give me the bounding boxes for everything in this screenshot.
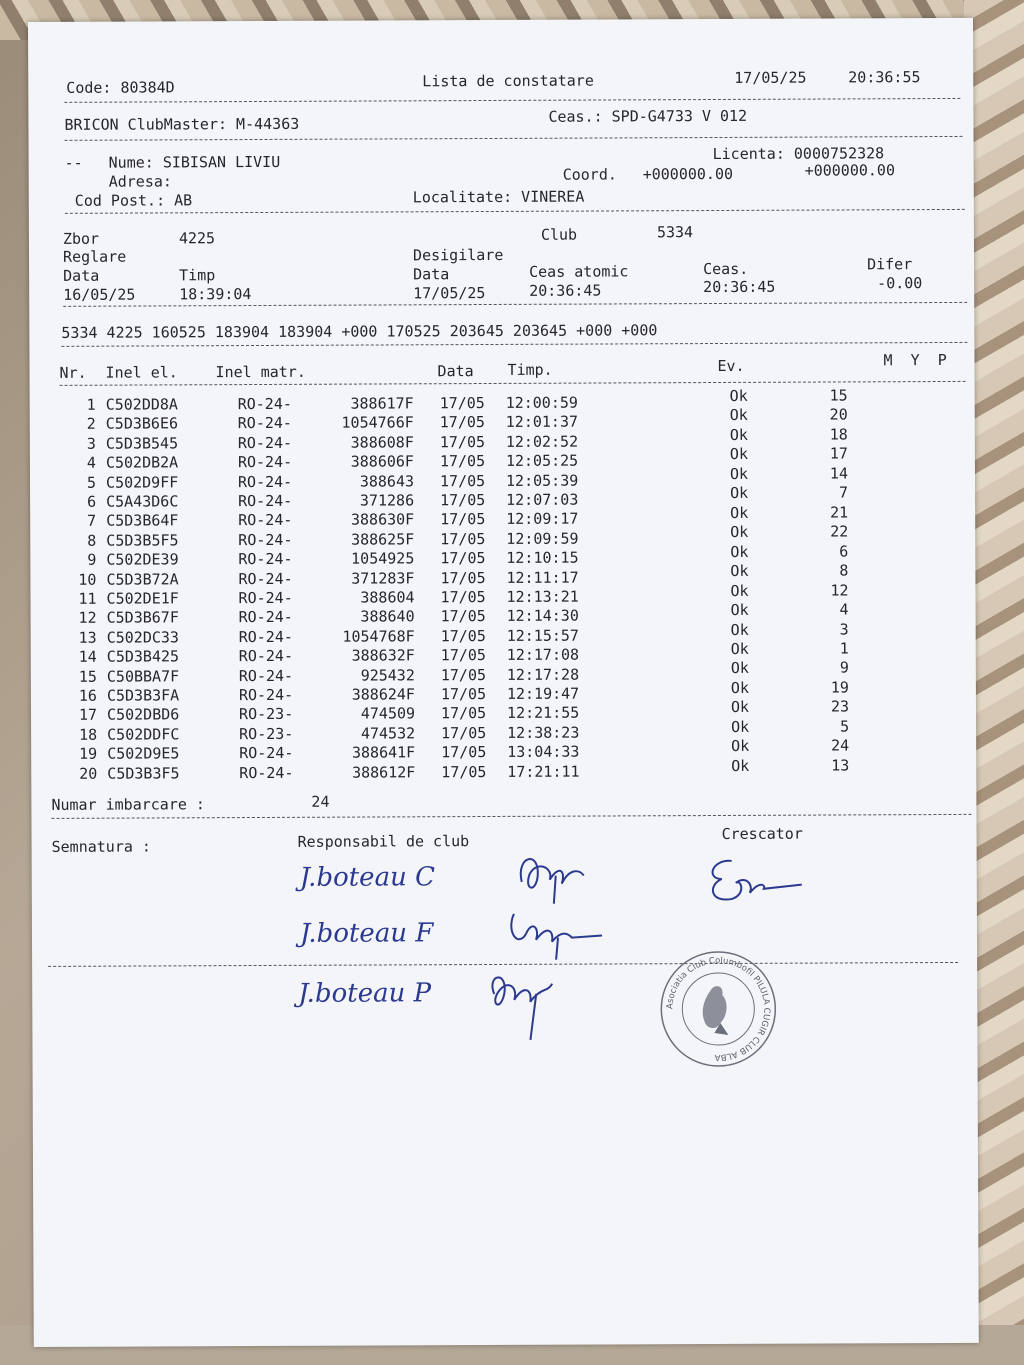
row-nr: 3 [86, 434, 96, 453]
row-nr: 18 [79, 725, 98, 744]
row-data: 17/05 [440, 568, 486, 587]
row-data: 17/05 [439, 394, 485, 413]
row-timp: 12:07:03 [506, 490, 579, 509]
signature-label: Semnatura : [51, 837, 151, 856]
row-rank: 19 [830, 678, 849, 697]
row-ev: Ok [730, 542, 749, 561]
col-header-data: Data [437, 362, 474, 381]
row-inel-prefix: RO-24- [238, 685, 294, 705]
row-inel-prefix: RO-24- [239, 744, 294, 763]
row-rank: 7 [838, 483, 849, 502]
row-inel-matr: 1054925 [351, 549, 415, 568]
row-ev: Ok [730, 562, 749, 581]
row-data: 17/05 [439, 432, 486, 452]
row-inel-matr: 371283F [351, 568, 415, 588]
col-header-inel-el: Inel el. [105, 363, 178, 382]
row-timp: 12:11:17 [506, 568, 579, 587]
row-timp: 12:15:57 [506, 626, 579, 645]
row-ev: Ok [729, 406, 748, 425]
row-inel-el: C5D3B3F5 [107, 763, 180, 783]
owner-license: Licenta: 0000752328 [712, 144, 885, 164]
locality: Localitate: VINEREA [412, 187, 585, 207]
row-nr: 14 [78, 647, 97, 666]
row-inel-el: C5D3B72A [106, 569, 179, 589]
row-inel-prefix: RO-23- [239, 724, 294, 743]
report-date: 17/05/25 [734, 68, 807, 87]
col-header-timp: Timp. [507, 360, 553, 379]
row-data: 17/05 [441, 743, 487, 762]
row-rank: 4 [839, 600, 849, 619]
row-inel-el: C502DBD6 [106, 705, 180, 725]
row-rank: 6 [839, 542, 849, 561]
breeder-signature [702, 849, 812, 909]
col-header-nr: Nr. [59, 363, 87, 382]
row-data: 17/05 [440, 529, 486, 549]
row-data: 17/05 [440, 626, 486, 646]
row-inel-prefix: RO-24- [238, 666, 294, 685]
owner-prefix: -- [64, 153, 83, 172]
row-inel-matr: 388641F [351, 743, 416, 762]
row-ev: Ok [731, 717, 750, 736]
coord-value-2: +000000.00 [804, 161, 896, 180]
row-timp: 12:38:23 [507, 723, 580, 742]
row-ev: Ok [730, 678, 750, 697]
row-data: 17/05 [439, 413, 485, 432]
row-timp: 12:21:55 [506, 703, 580, 723]
row-ev: Ok [729, 445, 748, 464]
desigilare-data-label: Data [413, 265, 450, 284]
desigilare-date: 17/05/25 [413, 284, 486, 303]
row-inel-prefix: RO-24- [238, 588, 293, 608]
row-ev: Ok [731, 737, 750, 756]
row-data: 17/05 [440, 588, 486, 607]
difer-label: Difer [867, 255, 913, 274]
row-timp: 12:05:25 [505, 451, 579, 471]
reglare-data-label: Data [63, 266, 100, 285]
row-inel-prefix: RO-24- [238, 608, 293, 627]
row-inel-el: C5A43D6C [106, 492, 179, 511]
row-inel-el: C502DE1F [106, 589, 179, 608]
row-inel-prefix: RO-24- [237, 433, 293, 452]
breeder-label: Crescator [721, 824, 803, 843]
reglare-timp-label: Timp [179, 266, 216, 285]
club-label: Club [540, 225, 578, 244]
row-data: 17/05 [440, 491, 486, 510]
owner-name: Nume: SIBISAN LIVIU [108, 152, 281, 172]
col-header-myp: M Y P [883, 350, 947, 370]
row-timp: 12:17:08 [506, 645, 580, 665]
handwritten-signature-1: J.boteau C [299, 862, 436, 893]
row-inel-el: C502DB2A [105, 453, 179, 472]
row-inel-el: C50BBA7F [106, 666, 180, 686]
row-nr: 20 [79, 764, 98, 783]
row-ev: Ok [730, 523, 749, 542]
divider [64, 98, 960, 103]
row-timp: 12:19:47 [506, 684, 580, 703]
row-rank: 21 [830, 503, 849, 522]
row-timp: 12:05:39 [505, 471, 579, 490]
row-inel-matr: 474509 [360, 704, 416, 723]
desigilare-label: Desigilare [412, 245, 504, 265]
reglare-time: 18:39:04 [179, 285, 252, 304]
row-inel-el: C502D9FF [105, 472, 179, 492]
report-time: 20:36:55 [848, 68, 921, 87]
row-inel-el: C5D3B425 [106, 647, 180, 666]
row-inel-matr: 1054768F [342, 627, 415, 646]
scribble-signature-2 [502, 903, 612, 963]
row-nr: 16 [78, 686, 97, 705]
printed-report-sheet [28, 18, 979, 1347]
row-inel-matr: 388617F [350, 394, 414, 413]
row-data: 17/05 [439, 452, 486, 471]
row-data: 17/05 [440, 607, 486, 626]
row-nr: 17 [78, 706, 98, 725]
divider [60, 381, 966, 386]
row-rank: 5 [840, 717, 850, 736]
desigilare-atomic-time: 20:36:45 [529, 281, 602, 300]
row-timp: 17:21:11 [507, 762, 580, 781]
divider [61, 342, 967, 347]
row-ev: Ok [729, 464, 749, 483]
row-nr: 7 [87, 512, 97, 531]
divider [51, 814, 971, 819]
row-data: 17/05 [440, 685, 487, 704]
svg-text:Asociatia Club Columbofil PILU: Asociatia Club Columbofil PILULA CUGIR CLUB ALBA [665, 955, 772, 1063]
row-ev: Ok [730, 620, 749, 639]
row-data: 17/05 [439, 471, 486, 490]
row-inel-matr: 1054766F [341, 413, 414, 433]
divider [65, 136, 963, 141]
zbor-value: 4225 [178, 229, 216, 248]
row-ev: Ok [730, 581, 749, 600]
scribble-signature-3 [478, 964, 568, 1044]
row-inel-el: C5D3B5F5 [106, 531, 179, 550]
row-data: 17/05 [440, 665, 487, 684]
row-timp: 12:10:15 [506, 548, 579, 568]
scribble-signature-1 [510, 846, 592, 906]
row-inel-matr: 388630F [350, 510, 415, 529]
row-ev: Ok [729, 425, 748, 444]
owner-address: Adresa: [108, 172, 172, 191]
row-rank: 17 [829, 444, 848, 463]
row-inel-matr: 388606F [350, 452, 414, 471]
row-ev: Ok [730, 698, 750, 717]
row-inel-el: C5D3B545 [105, 434, 179, 453]
boarding-count: 24 [311, 792, 330, 811]
row-inel-prefix: RO-24- [237, 414, 292, 433]
handwritten-signature-3: J.boteau P [298, 978, 432, 1009]
row-nr: 5 [86, 473, 97, 492]
desigilare-clock-time: 20:36:45 [703, 277, 776, 297]
row-rank: 1 [839, 639, 849, 658]
row-rank: 14 [829, 464, 849, 483]
row-inel-matr: 371286 [359, 491, 415, 510]
row-nr: 2 [86, 415, 96, 434]
row-data: 17/05 [441, 723, 487, 743]
row-timp: 12:02:52 [505, 432, 579, 451]
row-data: 17/05 [440, 510, 486, 529]
row-inel-prefix: RO-24- [238, 511, 293, 530]
row-rank: 18 [829, 425, 848, 444]
difer-value: -0.00 [877, 274, 923, 293]
club-value: 5334 [656, 223, 694, 242]
row-data: 17/05 [440, 704, 487, 723]
report-title: Lista de constatare [422, 71, 594, 91]
row-inel-prefix: RO-24- [238, 530, 293, 549]
row-rank: 20 [829, 405, 848, 424]
ceas-atomic-label: Ceas atomic [529, 262, 629, 281]
reglare-date: 16/05/25 [63, 285, 136, 304]
row-inel-prefix: RO-24- [239, 763, 294, 782]
row-inel-el: C502DE39 [106, 550, 179, 569]
row-inel-el: C502D9E5 [107, 744, 180, 763]
row-inel-matr: 474532 [360, 724, 416, 743]
row-inel-prefix: RO-24- [238, 569, 293, 588]
row-ev: Ok [731, 756, 750, 775]
row-rank: 24 [831, 736, 850, 755]
row-nr: 13 [78, 628, 97, 647]
row-ev: Ok [730, 639, 749, 658]
row-inel-matr: 388608F [350, 433, 414, 452]
row-inel-el: C502DD8A [105, 395, 178, 414]
row-inel-prefix: RO-23- [238, 705, 294, 724]
row-data: 17/05 [440, 549, 486, 568]
club-stamp [658, 949, 779, 1070]
club-responsible-label: Responsabil de club [297, 832, 470, 851]
boarding-label: Numar imbarcare : [51, 795, 205, 814]
row-ev: Ok [730, 503, 749, 522]
divider [65, 209, 965, 214]
row-timp: 12:09:59 [506, 529, 579, 548]
row-nr: 8 [87, 531, 97, 550]
row-rank: 3 [839, 619, 849, 638]
row-nr: 1 [86, 395, 96, 414]
report-code: Code: 80384D [66, 78, 175, 97]
row-rank: 22 [830, 522, 849, 541]
row-nr: 12 [78, 609, 97, 628]
row-rank: 8 [839, 561, 849, 580]
zbor-label: Zbor [62, 229, 100, 248]
row-nr: 6 [87, 492, 97, 511]
row-inel-el: C502DC33 [106, 628, 179, 647]
row-inel-matr: 388604 [360, 588, 415, 607]
ceas-label: Ceas. [703, 259, 749, 279]
row-inel-prefix: RO-24- [237, 472, 293, 491]
reglare-label: Reglare [62, 247, 127, 266]
code-line: 5334 4225 160525 183904 183904 +000 170525 203645 203645 +000 +000 [61, 321, 658, 342]
row-timp: 13:04:33 [507, 742, 580, 762]
row-data: 17/05 [441, 762, 487, 781]
row-rank: 23 [830, 697, 850, 716]
row-rank: 15 [829, 386, 848, 405]
row-rank: 13 [831, 756, 850, 775]
row-inel-prefix: RO-24- [238, 491, 293, 511]
clock-model: Ceas.: SPD-G4733 V 012 [548, 106, 748, 126]
row-inel-el: C5D3B67F [106, 608, 179, 628]
row-rank: 9 [839, 658, 849, 677]
row-inel-matr: 388643 [359, 471, 415, 491]
coord-value-1: +000000.00 [642, 164, 734, 184]
coord-label: Coord. [562, 165, 617, 184]
row-timp: 12:00:59 [505, 393, 578, 412]
row-ev: Ok [730, 484, 749, 503]
row-inel-prefix: RO-24- [238, 550, 293, 569]
row-timp: 12:01:37 [505, 412, 579, 432]
row-inel-el: C5D3B6E6 [105, 414, 179, 434]
row-nr: 11 [78, 589, 97, 608]
row-data: 17/05 [440, 646, 486, 665]
row-timp: 12:17:28 [506, 665, 580, 684]
row-inel-matr: 388624F [351, 685, 415, 704]
row-nr: 4 [86, 453, 96, 472]
row-inel-matr: 388632F [351, 646, 415, 665]
postal-code: Cod Post.: AB [74, 191, 193, 210]
col-header-ev: Ev. [717, 356, 745, 375]
col-header-inel-matr: Inel matr. [215, 362, 306, 382]
table-row [31, 756, 976, 783]
row-inel-matr: 388625F [351, 530, 415, 549]
row-rank: 12 [830, 581, 849, 600]
row-inel-matr: 388640 [360, 607, 415, 626]
row-ev: Ok [729, 386, 748, 405]
row-inel-prefix: RO-24- [237, 453, 293, 472]
device-model: BRICON ClubMaster: M-44363 [64, 114, 300, 134]
row-ev: Ok [730, 659, 749, 678]
row-nr: 10 [78, 570, 97, 589]
row-inel-matr: 388612F [352, 762, 416, 782]
row-timp: 12:13:21 [506, 587, 579, 606]
row-inel-el: C5D3B64F [106, 511, 179, 531]
row-ev: Ok [730, 600, 749, 620]
row-inel-el: C5D3B3FA [106, 686, 180, 705]
row-nr: 19 [79, 744, 98, 763]
row-inel-prefix: RO-24- [238, 627, 293, 646]
row-nr: 9 [87, 550, 97, 569]
row-inel-matr: 925432 [360, 665, 415, 685]
handwritten-signature-2: J.boteau F [299, 918, 434, 949]
row-inel-prefix: RO-24- [238, 647, 293, 666]
row-nr: 15 [78, 667, 97, 686]
row-inel-el: C502DDFC [107, 725, 180, 744]
row-timp: 12:14:30 [506, 606, 579, 626]
row-timp: 12:09:17 [506, 509, 579, 529]
row-inel-prefix: RO-24- [237, 394, 292, 414]
